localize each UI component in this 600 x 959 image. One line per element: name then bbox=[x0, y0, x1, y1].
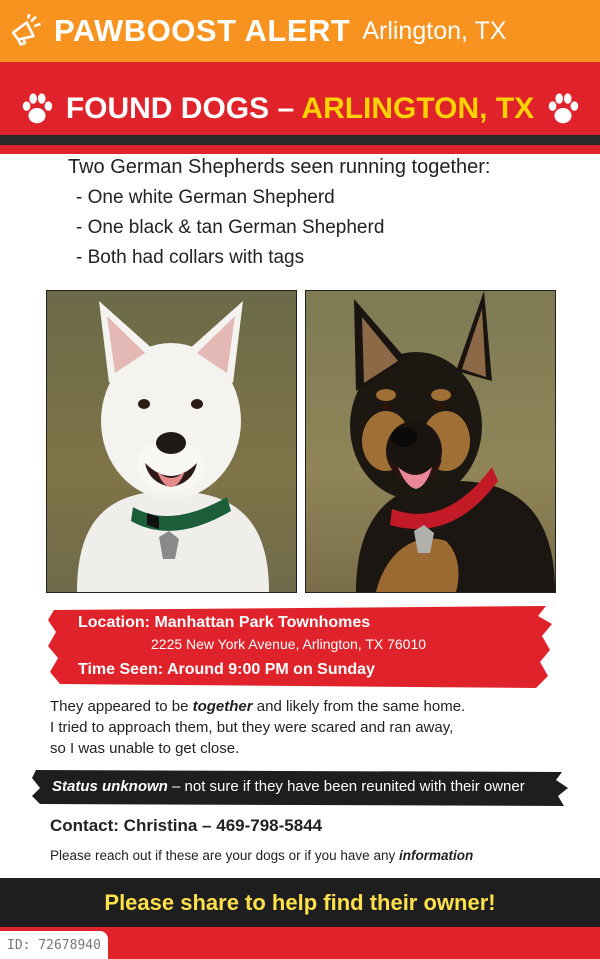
story-line-2: I tried to approach them, but they were scared and ran away, bbox=[50, 719, 454, 736]
status-banner bbox=[32, 768, 568, 808]
city-label: Arlington, TX bbox=[362, 16, 507, 45]
location-label: Location: bbox=[78, 614, 150, 631]
title-found-dogs: FOUND DOGS – bbox=[65, 92, 295, 125]
status-unknown: Status unknown bbox=[52, 778, 168, 795]
location-place: Manhattan Park Townhomes bbox=[154, 614, 371, 631]
white-german-shepherd-photo bbox=[46, 290, 297, 593]
list-item: - One black & tan German Shepherd bbox=[76, 217, 385, 238]
story-text bbox=[50, 698, 570, 761]
brand-title: PAWBOOST ALERT bbox=[54, 13, 351, 48]
divider bbox=[0, 135, 600, 145]
contact-line[interactable]: Contact: Christina – 469-798-5844 bbox=[50, 816, 323, 835]
contact-section bbox=[50, 816, 473, 863]
story-line-3: so I was unable to get close. bbox=[50, 740, 240, 757]
status-detail: – not sure if they have been reunited with their owner bbox=[167, 778, 525, 795]
paw-icon bbox=[18, 90, 56, 128]
share-cta: Please share to help find their owner! bbox=[104, 889, 496, 915]
list-item: - Both had collars with tags bbox=[76, 247, 305, 268]
post-id: ID: 72678940 bbox=[0, 931, 108, 959]
paw-icon bbox=[544, 90, 582, 128]
page-title bbox=[66, 92, 534, 126]
megaphone-icon bbox=[8, 14, 42, 48]
location-address: 2225 New York Avenue, Arlington, TX 76010 bbox=[151, 636, 427, 652]
description-list bbox=[68, 187, 568, 269]
contact-note: Please reach out if these are your dogs or if you have any information bbox=[50, 848, 474, 863]
list-item: - One white German Shepherd bbox=[76, 187, 335, 208]
title-location: ARLINGTON, TX bbox=[301, 92, 535, 125]
description bbox=[68, 156, 568, 277]
location-panel bbox=[48, 606, 552, 688]
black-tan-german-shepherd-photo bbox=[305, 290, 556, 593]
time-label: Time Seen: bbox=[78, 661, 164, 678]
description-intro: Two German Shepherds seen running together: bbox=[68, 156, 491, 178]
story-line-1: They appeared to be together and likely from the same home. bbox=[50, 698, 466, 715]
top-bar bbox=[0, 0, 600, 62]
time-value: Around 9:00 PM on Sunday bbox=[166, 661, 375, 678]
